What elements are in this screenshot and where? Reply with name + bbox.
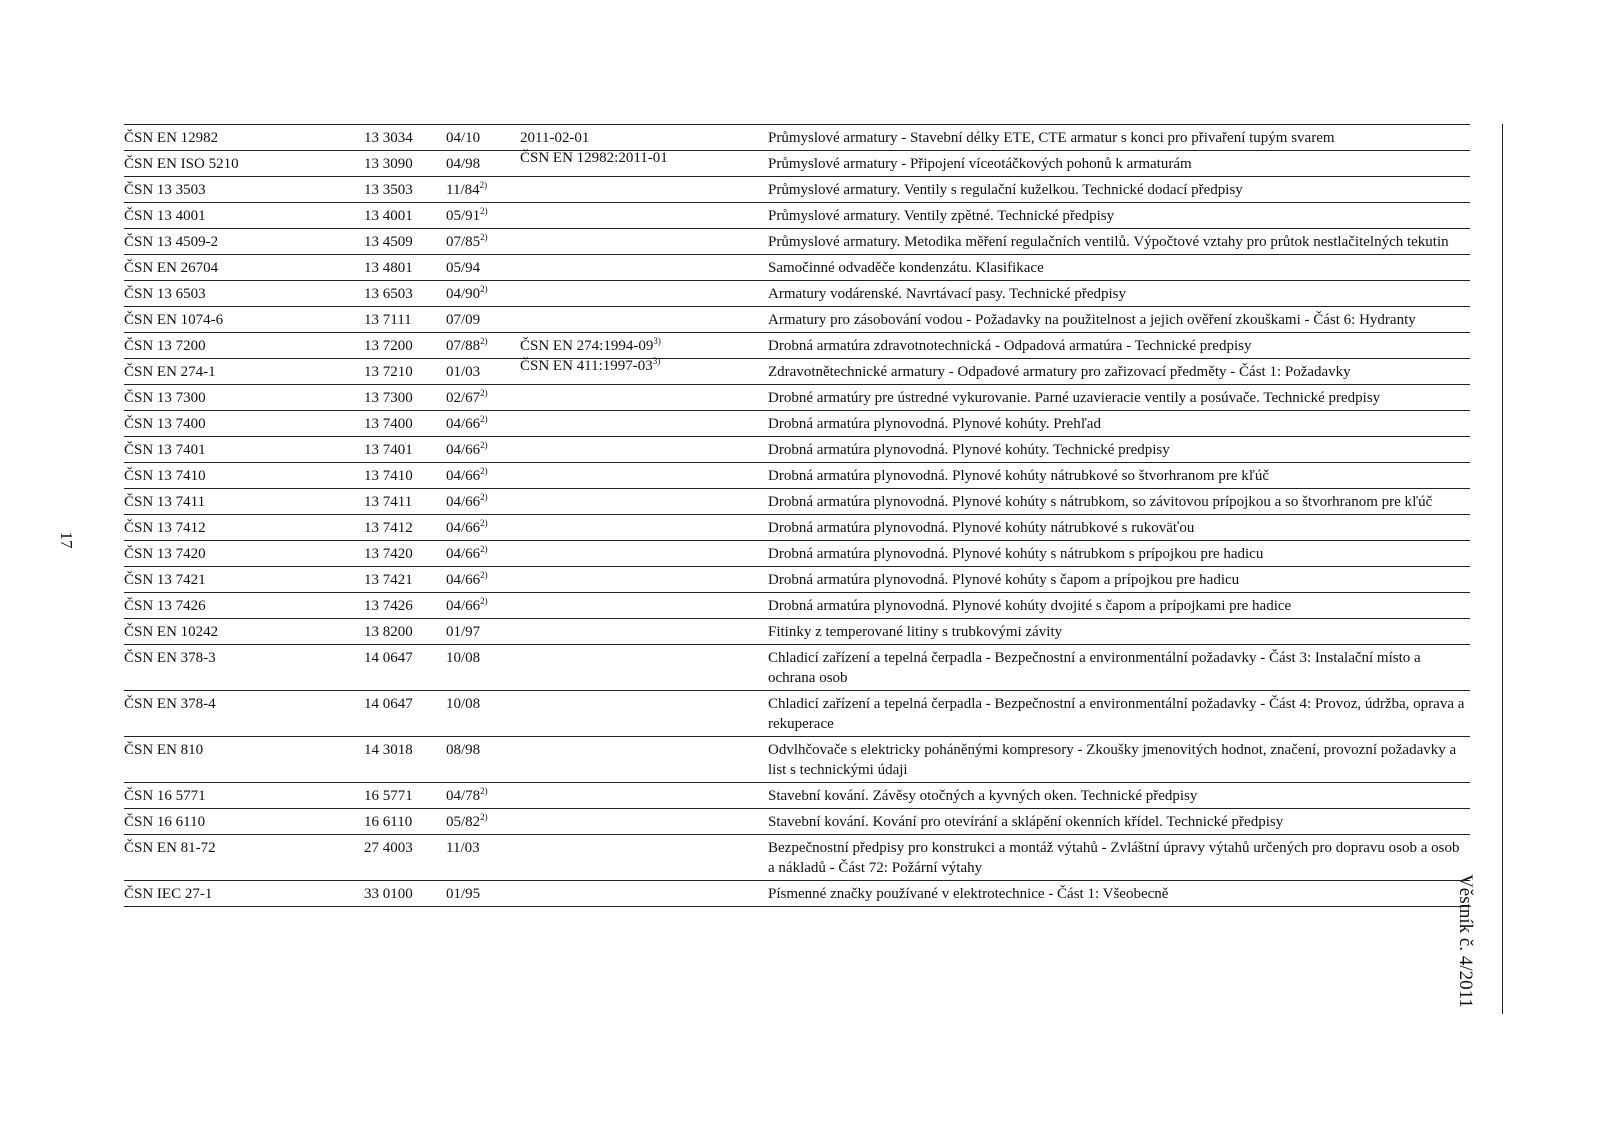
footnote-ref: 2) (480, 570, 488, 580)
table-row (124, 281, 1470, 307)
standard-title: Drobná armatúra plynovodná. Plynové kohúty nátrubkové s rukoväťou (768, 520, 1195, 536)
standard-designation: ČSN 13 7411 (124, 494, 206, 510)
standard-designation: ČSN EN 274-1 (124, 364, 216, 380)
standard-designation: ČSN 13 7400 (124, 416, 206, 432)
classification-number: 13 7411 (364, 494, 413, 510)
standard-designation: ČSN IEC 27-1 (124, 886, 213, 902)
issue-date-value: 07/85 (446, 234, 481, 250)
classification-number: 13 7410 (364, 468, 413, 484)
issue-date (446, 362, 480, 382)
issue-date-value: 04/66 (446, 572, 481, 588)
standard-designation: ČSN 13 7410 (124, 468, 206, 484)
margin-rule (1502, 124, 1503, 1014)
issue-date-value: 07/88 (446, 338, 481, 354)
classification-number: 13 4801 (364, 260, 413, 276)
footnote-ref: 2) (480, 284, 488, 294)
table-row (124, 489, 1470, 515)
standard-designation: ČSN 13 7421 (124, 572, 206, 588)
replacement-text: ČSN EN 274:1994-09 (520, 338, 654, 354)
footnote-ref: 2) (480, 206, 488, 216)
classification-number: 13 7111 (364, 312, 412, 328)
issue-date (446, 180, 487, 200)
footnote-ref: 2) (480, 440, 488, 450)
issue-date-value: 04/66 (446, 598, 481, 614)
footnote-ref: 2) (480, 232, 488, 242)
standard-title: Drobná armatúra plynovodná. Plynové kohúty s čapom a prípojkou pre hadicu (768, 572, 1240, 588)
issue-date-value: 04/66 (446, 546, 481, 562)
standard-designation: ČSN 13 7200 (124, 338, 206, 354)
standard-designation: ČSN 13 3503 (124, 182, 206, 198)
classification-number: 13 7400 (364, 416, 413, 432)
standard-title: Průmyslové armatury. Ventily zpětné. Technické předpisy (768, 208, 1115, 224)
footnote-ref: 2) (480, 786, 488, 796)
issue-date (446, 206, 488, 226)
issue-date-value: 04/66 (446, 442, 481, 458)
classification-number: 14 0647 (364, 696, 413, 712)
standard-designation: ČSN 13 7412 (124, 520, 206, 536)
standard-designation: ČSN 13 6503 (124, 286, 206, 302)
classification-number: 13 7412 (364, 520, 413, 536)
issue-date (446, 128, 480, 148)
standard-title: Zdravotnětechnické armatury - Odpadové armatury pro zařizovací předměty - Část 1: Požadavky (768, 364, 1351, 380)
standard-title: Bezpečnostní předpisy pro konstrukci a montáž výtahů - Zvláštní úpravy výtahů určených pro dopravu osob a osob a nákladů - Část 72: Požární výtahy (768, 840, 1460, 876)
issue-date (446, 154, 480, 174)
issue-date (446, 570, 488, 590)
issue-date (446, 544, 488, 564)
classification-number: 27 4003 (364, 840, 413, 856)
classification-number: 16 5771 (364, 788, 413, 804)
table-row (124, 593, 1470, 619)
issue-date (446, 492, 488, 512)
replacement-text: ČSN EN 411:1997-03 (520, 358, 653, 374)
issue-date-value: 11/84 (446, 182, 480, 198)
issue-date-value: 04/90 (446, 286, 481, 302)
issue-date (446, 258, 480, 278)
issue-date-value: 01/95 (446, 886, 481, 902)
page-number: 17 (57, 531, 76, 549)
classification-number: 13 7420 (364, 546, 413, 562)
table-row (124, 809, 1470, 835)
issue-date-value: 04/10 (446, 130, 481, 146)
standard-designation: ČSN EN 26704 (124, 260, 219, 276)
footnote-ref: 2) (480, 518, 488, 528)
standard-title: Drobné armatúry pre ústredné vykurovanie. Parné uzavieracie ventily a posúvače. Technické predpisy (768, 390, 1381, 406)
journal-label: Věstník č. 4/2011 (1454, 874, 1476, 1008)
classification-number: 14 0647 (364, 650, 413, 666)
issue-date (446, 838, 480, 858)
standard-designation: ČSN EN 378-3 (124, 650, 216, 666)
table-row (124, 515, 1470, 541)
standard-title: Drobná armatúra plynovodná. Plynové kohúty. Prehľad (768, 416, 1101, 432)
standard-title: Drobná armatúra plynovodná. Plynové kohúty s nátrubkom, so závitovou prípojkou a so štvorhranom pre kľúč (768, 494, 1433, 510)
standard-title: Samočinné odvaděče kondenzátu. Klasifikace (768, 260, 1044, 276)
table-row (124, 541, 1470, 567)
table-row (124, 385, 1470, 411)
issue-date-value: 05/82 (446, 814, 481, 830)
footnote-ref: 2) (480, 336, 488, 346)
footnote-ref: 2) (480, 388, 488, 398)
issue-date (446, 232, 488, 252)
issue-date (446, 884, 480, 904)
issue-date (446, 740, 480, 760)
standard-title: Průmyslové armatury. Metodika měření regulačních ventilů. Výpočtové vztahy pro průtok nestlačitelných tekutin (768, 234, 1449, 250)
issue-date (446, 466, 488, 486)
table-row (124, 783, 1470, 809)
standard-title: Chladicí zařízení a tepelná čerpadla - Bezpečnostní a environmentální požadavky - Část 4: Provoz, údržba, oprava a rekuperace (768, 696, 1465, 732)
standard-designation: ČSN 13 4509-2 (124, 234, 219, 250)
standard-designation: ČSN EN 1074-6 (124, 312, 224, 328)
issue-date (446, 812, 488, 832)
classification-number: 13 7210 (364, 364, 413, 380)
table-row (124, 359, 1470, 385)
issue-date-value: 10/08 (446, 650, 481, 666)
replacement-text: ČSN EN 12982:2011-01 (520, 150, 668, 166)
classification-number: 13 4509 (364, 234, 413, 250)
table-row (124, 619, 1470, 645)
classification-number: 13 7421 (364, 572, 413, 588)
issue-date-value: 04/66 (446, 494, 481, 510)
replacement-line (520, 128, 668, 148)
issue-date-value: 04/66 (446, 416, 481, 432)
footnote-ref: 2) (480, 812, 488, 822)
classification-number: 13 8200 (364, 624, 413, 640)
classification-number: 13 4001 (364, 208, 413, 224)
standard-title: Drobná armatúra plynovodná. Plynové kohúty nátrubkové so štvorhranom pre kľúč (768, 468, 1269, 484)
issue-date-value: 10/08 (446, 696, 481, 712)
issue-date (446, 336, 488, 356)
standard-designation: ČSN 13 7420 (124, 546, 206, 562)
table-row (124, 737, 1470, 783)
standard-title: Fitinky z temperované litiny s trubkovými závity (768, 624, 1063, 640)
issue-date (446, 518, 488, 538)
issue-date (446, 440, 488, 460)
footnote-ref: 2) (480, 544, 488, 554)
standard-designation: ČSN 16 6110 (124, 814, 206, 830)
standard-designation: ČSN EN ISO 5210 (124, 156, 239, 172)
table-row (124, 437, 1470, 463)
standard-title: Chladicí zařízení a tepelná čerpadla - Bezpečnostní a environmentální požadavky - Část 3: Instalační místo a ochrana osob (768, 650, 1421, 686)
standard-designation: ČSN EN 10242 (124, 624, 219, 640)
standard-designation: ČSN 13 7401 (124, 442, 206, 458)
issue-date-value: 05/94 (446, 260, 481, 276)
issue-date-value: 04/78 (446, 788, 481, 804)
classification-number: 16 6110 (364, 814, 413, 830)
issue-date (446, 596, 488, 616)
table-row (124, 645, 1470, 691)
standard-designation: ČSN EN 810 (124, 742, 204, 758)
classification-number: 13 7200 (364, 338, 413, 354)
classification-number: 13 6503 (364, 286, 413, 302)
classification-number: 33 0100 (364, 886, 413, 902)
issue-date (446, 622, 480, 642)
standard-title: Stavební kování. Závěsy otočných a kyvných oken. Technické předpisy (768, 788, 1198, 804)
classification-number: 13 7300 (364, 390, 413, 406)
footnote-ref: 2) (479, 180, 488, 190)
standard-title: Armatury vodárenské. Navrtávací pasy. Technické předpisy (768, 286, 1126, 302)
issue-date-value: 04/66 (446, 520, 481, 536)
issue-date (446, 786, 488, 806)
standard-title: Drobná armatúra plynovodná. Plynové kohúty. Technické predpisy (768, 442, 1170, 458)
footnote-ref: 2) (480, 596, 488, 606)
table-row (124, 151, 1470, 177)
issue-date-value: 04/66 (446, 468, 481, 484)
issue-date (446, 414, 488, 434)
standard-designation: ČSN 13 7426 (124, 598, 206, 614)
standard-title: Průmyslové armatury - Stavební délky ETE, CTE armatur s konci pro přivaření tupým svarem (768, 130, 1335, 146)
issue-date-value: 04/98 (446, 156, 481, 172)
classification-number: 14 3018 (364, 742, 413, 758)
table-row (124, 177, 1470, 203)
table-row (124, 229, 1470, 255)
issue-date (446, 648, 480, 668)
issue-date-value: 08/98 (446, 742, 481, 758)
standard-title: Drobná armatúra plynovodná. Plynové kohúty dvojité s čapom a prípojkami pre hadice (768, 598, 1292, 614)
issue-date-value: 05/91 (446, 208, 481, 224)
issue-date (446, 694, 480, 714)
standard-title: Odvlhčovače s elektricky poháněnými kompresory - Zkoušky jmenovitých hodnot, značení, provozní požadavky a list s technickými údaji (768, 742, 1457, 778)
table-row (124, 411, 1470, 437)
standard-title: Drobná armatúra zdravotnotechnická - Odpadová armatúra - Technické predpisy (768, 338, 1252, 354)
classification-number: 13 3034 (364, 130, 413, 146)
classification-number: 13 3090 (364, 156, 413, 172)
footnote-ref: 2) (480, 466, 488, 476)
issue-date-value: 07/09 (446, 312, 481, 328)
issue-date-value: 01/03 (446, 364, 481, 380)
issue-date-value: 11/03 (446, 840, 480, 856)
standard-title: Stavební kování. Kování pro otevírání a sklápění okenních křídel. Technické předpisy (768, 814, 1284, 830)
standard-title: Průmyslové armatury. Ventily s regulační kuželkou. Technické dodací předpisy (768, 182, 1243, 198)
issue-date-value: 02/67 (446, 390, 481, 406)
standard-designation: ČSN EN 378-4 (124, 696, 216, 712)
standard-title: Průmyslové armatury - Připojení víceotáčkových pohonů k armaturám (768, 156, 1192, 172)
standard-designation: ČSN 13 7300 (124, 390, 206, 406)
footnote-ref: 2) (480, 414, 488, 424)
replacement-line (520, 336, 661, 356)
standard-title: Drobná armatúra plynovodná. Plynové kohúty s nátrubkom s prípojkou pre hadicu (768, 546, 1264, 562)
table-row (124, 463, 1470, 489)
footnote-ref: 3) (652, 356, 661, 366)
issue-date (446, 310, 480, 330)
standards-table (124, 124, 1470, 907)
classification-number: 13 7401 (364, 442, 413, 458)
table-row (124, 691, 1470, 737)
table-row (124, 567, 1470, 593)
standard-title: Armatury pro zásobování vodou - Požadavky na použitelnost a jejich ověření zkouškami - Část 6: Hydranty (768, 312, 1416, 328)
standard-designation: ČSN EN 12982 (124, 130, 219, 146)
replacement-text: 2011-02-01 (520, 130, 590, 146)
footnote-ref: 3) (653, 336, 661, 346)
table-row (124, 203, 1470, 229)
table-row (124, 835, 1470, 881)
footnote-ref: 2) (480, 492, 488, 502)
standard-title: Písmenné značky používané v elektrotechnice - Část 1: Všeobecně (768, 886, 1169, 902)
issue-date (446, 388, 488, 408)
table-row (124, 881, 1470, 907)
issue-date (446, 284, 488, 304)
classification-number: 13 3503 (364, 182, 413, 198)
classification-number: 13 7426 (364, 598, 413, 614)
table-row (124, 307, 1470, 333)
standard-designation: ČSN EN 81-72 (124, 840, 216, 856)
table-row (124, 255, 1470, 281)
standard-designation: ČSN 16 5771 (124, 788, 206, 804)
standard-designation: ČSN 13 4001 (124, 208, 206, 224)
issue-date-value: 01/97 (446, 624, 481, 640)
